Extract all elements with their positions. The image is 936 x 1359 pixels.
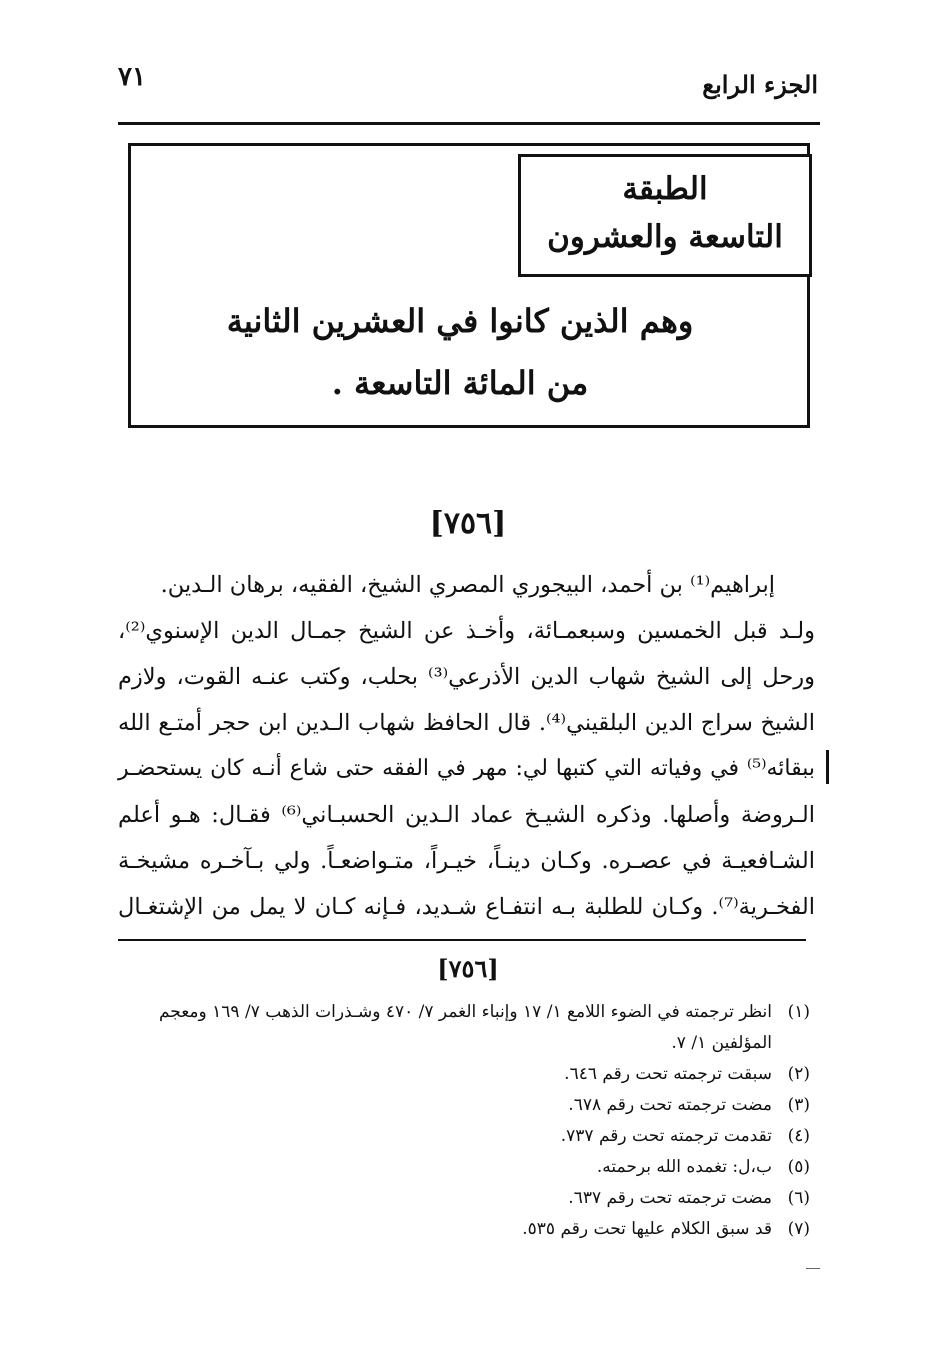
footnotes — [110, 997, 810, 1245]
footnote-item — [110, 1121, 810, 1152]
title-subtitle — [180, 290, 740, 414]
footnote-number: (١) — [787, 1002, 810, 1022]
body-line: إبراهيم⁽¹⁾ بن أحمد، البيجوري المصري الشيخ، الفقيه، برهان الـدين. — [160, 572, 775, 598]
footnote-item — [110, 1214, 810, 1245]
subtitle-line1: وهم الذين كانوا في العشرين الثانية — [226, 302, 694, 340]
bottom-dash — [806, 1268, 820, 1269]
body-line: الـروضة وأصلها. وذكره الشيـخ عماد الـدين الحسبـاني⁽⁶⁾ فقـال: هـو أعلم — [118, 802, 815, 828]
footnote-continuation: المؤلفين ١/ ٧. — [671, 1033, 772, 1053]
entry-number: [٧٥٦] — [429, 506, 507, 541]
footnote-entry-number: [٧٥٦] — [437, 954, 499, 983]
footnote-number: (٧) — [787, 1219, 810, 1239]
footnote-number: (٥) — [787, 1157, 810, 1177]
body-line: ورحل إلى الشيخ شهاب الدين الأذرعي⁽³⁾ بحلب، وكتب عنـه القوت، ولازم — [118, 664, 815, 690]
body-line: الشيخ سراج الدين البلقيني⁽⁴⁾. قال الحافظ شهاب الـدين ابن حجر أمتـع الله — [118, 710, 815, 736]
footnote-number: (٢) — [787, 1064, 810, 1084]
subtitle-line2: من المائة التاسعة . — [331, 364, 589, 402]
page-number: ٧١ — [118, 62, 146, 92]
footnote-rule — [118, 939, 806, 941]
footnote-item — [110, 1090, 810, 1121]
footnote-text: قد سبق الكلام عليها تحت رقم ٥٣٥. — [522, 1219, 772, 1239]
footnote-item — [110, 1059, 810, 1090]
margin-mark — [826, 750, 829, 784]
title-label-line1: الطبقة — [622, 171, 708, 207]
title-label-line2: التاسعة والعشرون — [547, 219, 783, 255]
header-rule — [118, 122, 820, 125]
footnote-text: ب،ل: تغمده الله برحمته. — [596, 1157, 772, 1177]
footnote-text: سبقت ترجمته تحت رقم ٦٤٦. — [564, 1064, 772, 1084]
footnote-text: تقدمت ترجمته تحت رقم ٧٣٧. — [560, 1126, 772, 1146]
footnote-item — [110, 1152, 810, 1183]
body-line: ولـد قبل الخمسين وسبعمـائة، وأخـذ عن الشيخ جمـال الدين الإسنوي⁽²⁾، — [118, 618, 815, 644]
footnote-text: مضت ترجمته تحت رقم ٦٣٧. — [568, 1188, 772, 1208]
footnote-item — [110, 997, 810, 1028]
footnote-number: (٤) — [787, 1126, 810, 1146]
title-label-box — [518, 154, 812, 277]
footnote-number: (٣) — [787, 1095, 810, 1115]
body-line: الشـافعيـة في عصـره. وكـان دينـاً، خيـراً، متـواضعـاً. ولي بـآخـره مشيخـة — [118, 848, 815, 874]
running-head: الجزء الرابع — [702, 70, 818, 99]
footnote-text: مضت ترجمته تحت رقم ٦٧٨. — [568, 1095, 772, 1115]
body-line: الفخـرية⁽⁷⁾. وكـان للطلبة بـه انتفـاع شـديد، فـإنه كـان لا يمل من الإشتغـال — [118, 894, 815, 920]
footnote-item — [110, 1183, 810, 1214]
footnote-text: انظر ترجمته في الضوء اللامع ١/ ١٧ وإنباء الغمر ٧/ ٤٧٠ وشـذرات الذهب ٧/ ١٦٩ ومعجم — [158, 1002, 772, 1022]
body-line: ببقائه⁽⁵⁾ في وفياته التي كتبها لي: مهر في الفقه حتى شاع أنـه كان يستحضـر — [118, 756, 815, 781]
entry-body — [118, 562, 815, 930]
footnote-number: (٦) — [787, 1188, 810, 1208]
